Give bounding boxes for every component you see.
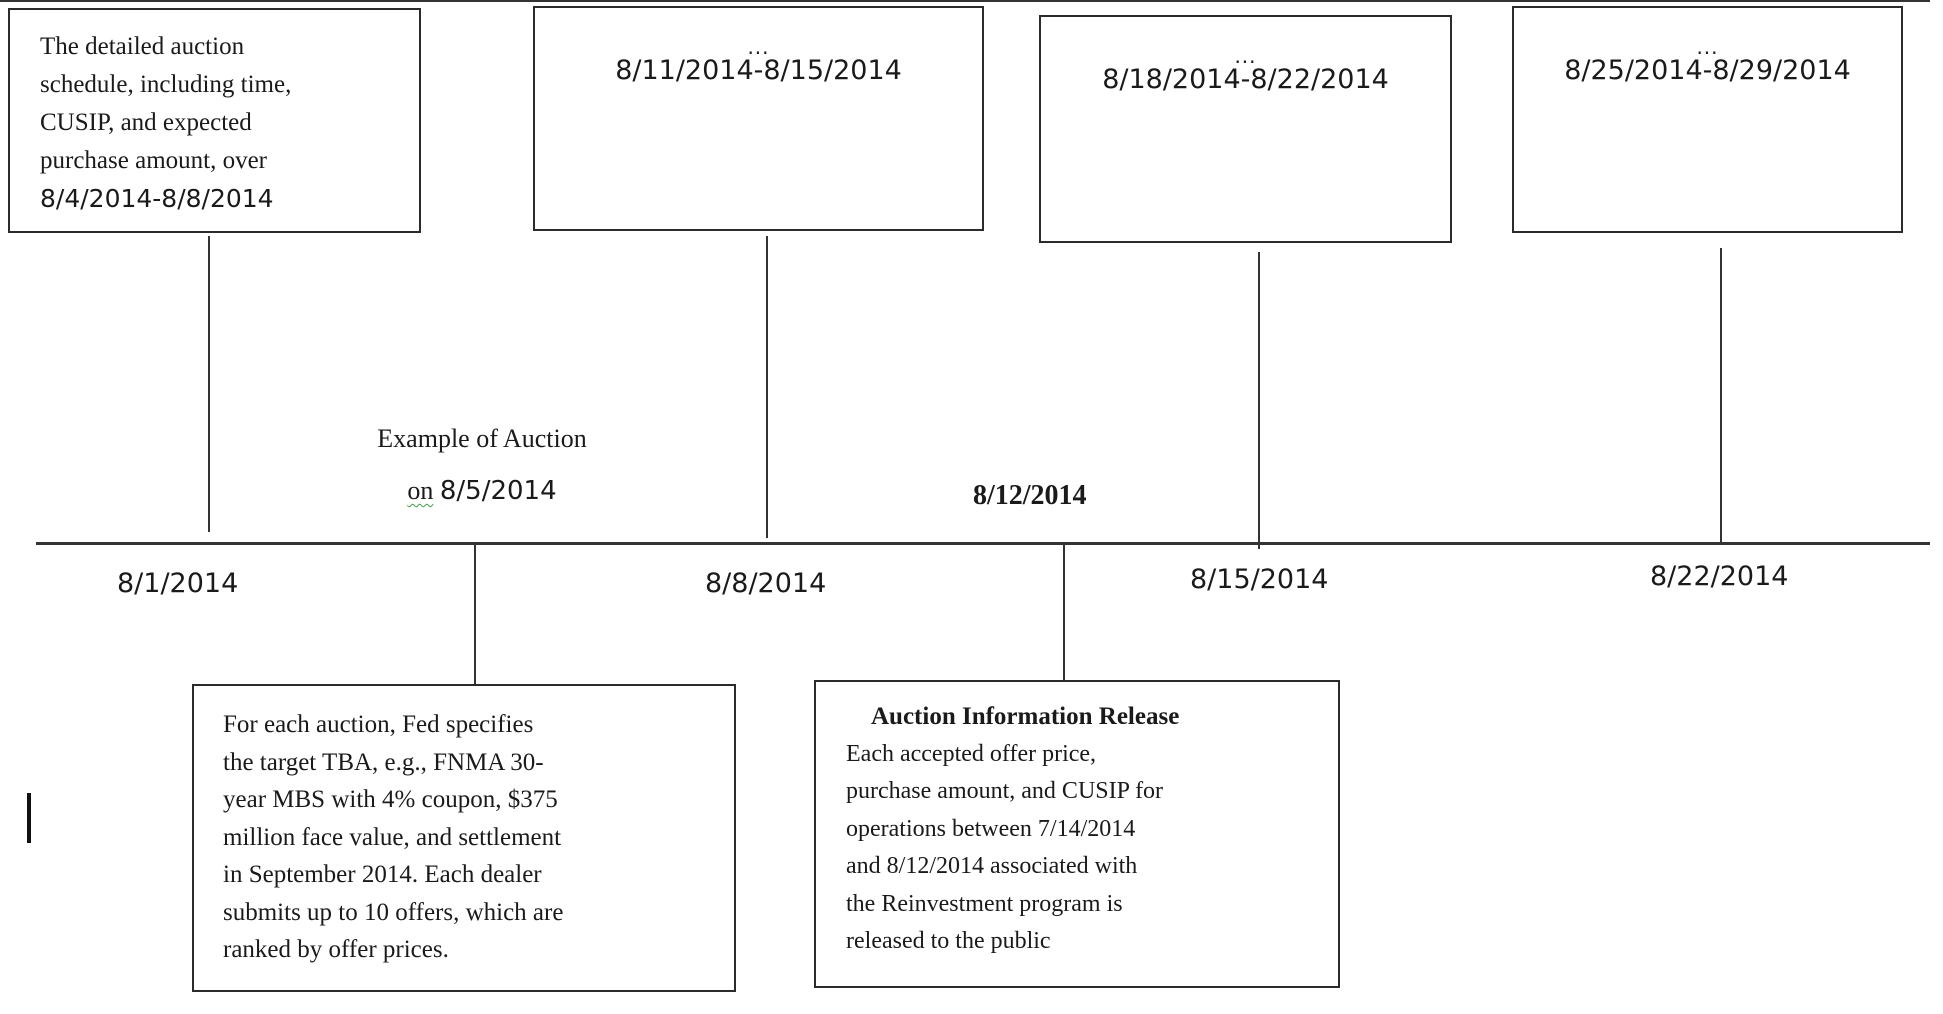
example-label-line2 <box>347 476 617 506</box>
box-date-range: 8/11/2014-8/15/2014 <box>615 55 902 86</box>
grammar-flagged-word: on <box>407 476 434 505</box>
box-text-line: submits up to 10 offers, which are <box>223 898 564 926</box>
example-label-line1: Example of Auction <box>377 424 587 453</box>
box-date-range: 8/25/2014-8/29/2014 <box>1564 55 1851 86</box>
timeline-date-3: 8/15/2014 <box>1190 564 1329 595</box>
box-text-line: purchase amount, over <box>40 147 268 174</box>
box-text-line: million face value, and settlement <box>223 823 562 851</box>
box-text-line: and 8/12/2014 associated with <box>846 853 1138 879</box>
box-text-line: schedule, including time, <box>40 71 292 98</box>
timeline-date-4: 8/22/2014 <box>1650 561 1789 592</box>
connector-week2 <box>766 236 768 538</box>
box-text-line: ranked by offer prices. <box>223 936 449 963</box>
connector-week3 <box>1258 252 1260 549</box>
box-text-line: For each auction, Fed specifies <box>223 711 534 738</box>
connector-auction-example <box>474 544 476 684</box>
auction-example-box <box>192 684 736 992</box>
box-text-line: Each accepted offer price, <box>846 740 1097 767</box>
schedule-box-week4 <box>1512 6 1903 233</box>
ellipsis-text: ... <box>747 35 770 59</box>
timeline-date-1: 8/1/2014 <box>117 568 239 599</box>
box-text-line: purchase amount, and CUSIP for <box>846 778 1164 804</box>
box-text-line: operations between 7/14/2014 <box>846 815 1136 842</box>
connector-week4 <box>1720 248 1722 543</box>
box-date-range: 8/4/2014-8/8/2014 <box>40 184 274 213</box>
box-text-line: The detailed auction <box>40 33 245 60</box>
schedule-box-week1 <box>8 8 421 233</box>
ellipsis-text: ... <box>1696 35 1719 59</box>
top-border-line <box>0 0 1930 2</box>
example-auction-label <box>347 424 617 506</box>
box-text-line: year MBS with 4% coupon, $375 <box>223 786 558 813</box>
box-text-line: CUSIP, and expected <box>40 109 252 136</box>
ellipsis-text: ... <box>1234 44 1257 68</box>
box-text-line: the target TBA, e.g., FNMA 30- <box>223 748 544 776</box>
timeline-axis <box>36 542 1930 545</box>
box-text-line: the Reinvestment program is <box>846 890 1123 917</box>
release-date-label: 8/12/2014 <box>973 480 1087 511</box>
info-release-box <box>814 680 1340 988</box>
connector-info-release <box>1063 544 1065 680</box>
text-cursor-icon <box>27 793 31 843</box>
connector-week1 <box>208 236 210 532</box>
timeline-date-2: 8/8/2014 <box>705 568 827 599</box>
box-text-line: in September 2014. Each dealer <box>223 861 542 888</box>
schedule-box-week3 <box>1039 15 1452 243</box>
schedule-box-week2 <box>533 6 984 231</box>
example-date: 8/5/2014 <box>439 476 557 506</box>
release-box-title: Auction Information Release <box>871 703 1180 730</box>
box-text-line: released to the public <box>846 928 1051 954</box>
box-date-range: 8/18/2014-8/22/2014 <box>1102 64 1389 95</box>
